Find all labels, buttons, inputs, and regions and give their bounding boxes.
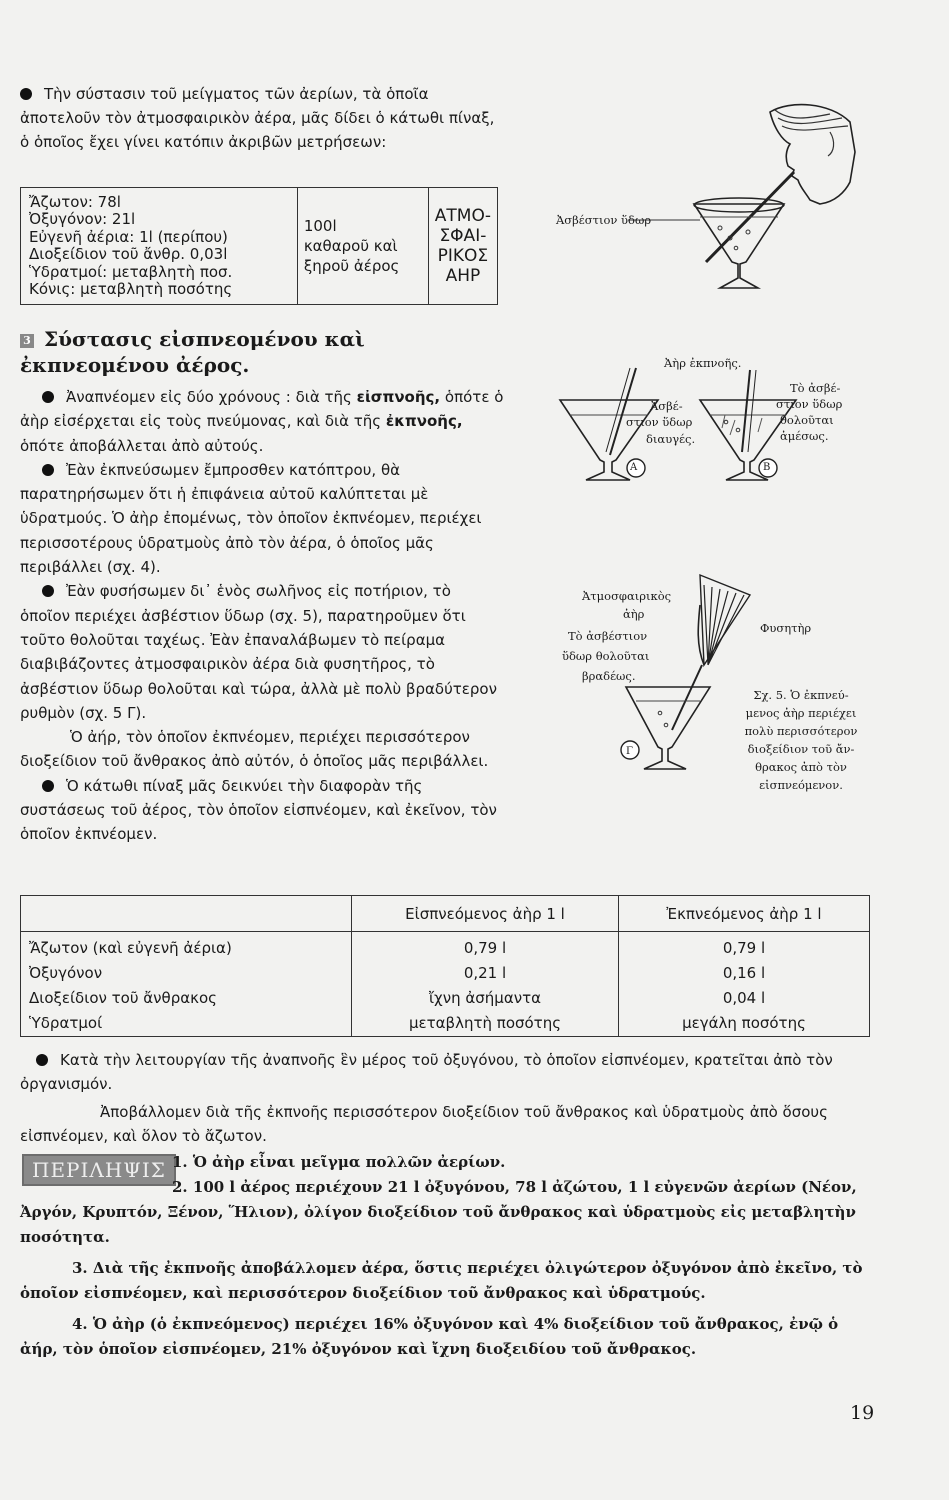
fig2-right-label-2: στιον ὕδωρ	[776, 397, 843, 411]
summary-item-3: 3. Διὰ τῆς ἐκπνοῆς ἀποβάλλομεν ἀέρα, ὅστις περιέχει ὀλιγώτερον ὀξυγόνον ἀπὸ ἐκεῖνο, τὸ ὁποῖον εἰσπνέομεν, καὶ περισσότερον διοξείδιον τοῦ ἄνθρακος καὶ ὑδρατμούς.	[20, 1259, 863, 1302]
section-number-badge: 3	[20, 334, 34, 348]
fig3-left-label-5: βραδέως.	[582, 669, 636, 683]
after-table-text	[20, 1048, 872, 1148]
fig3-left-label-2: ἀὴρ	[623, 607, 645, 621]
table-header: Εἰσπνεόμενος ἀὴρ 1 l	[352, 896, 619, 932]
fig1-label: Ἀσβέστιον ὕδωρ	[556, 213, 652, 227]
table-col-exhaled: 0,79 l 0,16 l 0,04 l μεγάλη ποσότης	[619, 932, 870, 1037]
head-icon	[770, 105, 855, 204]
bullet-icon	[42, 464, 54, 476]
summary-item-1: 1. Ὁ ἀὴρ εἶναι μεῖγμα πολλῶν ἀερίων.	[172, 1153, 506, 1171]
section-title: Σύστασις εἰσπνεομένου καὶ ἐκπνεομένου ἀέρος.	[20, 327, 365, 377]
summary-badge: ΠΕΡΙΛΗΨΙΣ	[22, 1158, 176, 1182]
fig3-left-label-3: Τὸ ἀσβέστιον	[568, 629, 648, 643]
table-header-row	[21, 896, 870, 932]
fig2-right-label-1: Τὸ ἀσβέ-	[790, 381, 841, 395]
fig3-left-label-4: ὕδωρ θολοῦται	[562, 649, 650, 663]
bullet-icon	[36, 1054, 48, 1066]
comparison-table	[20, 895, 870, 1037]
table-col-inhaled: 0,79 l 0,21 l ἴχνη ἀσήμαντα μεταβλητὴ ποσότης	[352, 932, 619, 1037]
paragraph-exhale-more: Ἀποβάλλομεν διὰ τῆς ἐκπνοῆς περισσότερον διοξείδιον τοῦ ἄνθρακος καὶ ὑδρατμοὺς ἀπὸ ὅσους εἰσπνέομεν, καὶ ὅλον τὸ ἄζωτον.	[20, 1103, 828, 1145]
figure-blowing-straw	[560, 92, 870, 302]
main-text	[20, 385, 504, 847]
fig2-top-label: Ἀὴρ ἐκπνοῆς.	[664, 356, 742, 370]
bullet-icon	[42, 585, 54, 597]
fig3-caption: Σχ. 5. Ὁ ἐκπνεύ- μενος ἀὴρ περιέχει πολὺ περισσότερον διοξείδιον τοῦ ἄν- θρακος ἀπὸ τὸν εἰσπνεόμενον.	[744, 688, 858, 792]
summary-text	[20, 1150, 872, 1362]
bullet-icon	[42, 780, 54, 792]
glass-g-icon	[626, 687, 710, 769]
section-heading	[20, 326, 510, 378]
fig3-left-label-1: Ἀτμοσφαιρικὸς	[582, 589, 672, 603]
fig3-right-label: Φυσητὴρ	[760, 621, 812, 635]
paragraph-breathing: Ἀναπνέομεν εἰς δύο χρόνους : διὰ τῆς εἰσπνοῆς, ὁπότε ὁ ἀὴρ εἰσέρχεται εἰς τοὺς πνεύμονας, καὶ διὰ τῆς ἐκπνοῆς, ὁπότε ἀποβάλλεται ἀπὸ αὐτούς.	[20, 388, 504, 455]
paragraph-mirror: Ἐὰν ἐκπνεύσωμεν ἔμπροσθεν κατόπτρου, θὰ παρατηρήσωμεν ὅτι ἡ ἐπιφάνεια αὐτοῦ καλύπτεται μὲ ὑδρατμούς. Ὁ ἀὴρ ἐπομένως, τὸν ὁποῖον ἐκπνέομεν, περιέχει περισσοτέρους ὑδρατμοὺς ἀπὸ τὸν ἀέρα, ὁ ὁποῖος μᾶς περιβάλλει (σχ. 4).	[20, 460, 482, 577]
composition-label: ΑΤΜΟ- ΣΦΑΙ- ΡΙΚΟΣ ΑΗΡ	[428, 188, 497, 305]
bullet-icon	[42, 391, 54, 403]
fig2-left-label-1: Ἀσβέ-	[650, 399, 683, 413]
paragraph-oxygen-retained: Κατὰ τὴν λειτουργίαν τῆς ἀναπνοῆς ἓν μέρος τοῦ ὀξυγόνου, τὸ ὁποῖον εἰσπνέομεν, κρατεῖται ἀπὸ τὸν ὀργανισμόν.	[20, 1051, 833, 1093]
table-body	[21, 932, 870, 1037]
paragraph-co2: Ὁ ἀήρ, τὸν ὁποῖον ἐκπνέομεν, περιέχει περισσότερον διοξείδιον τοῦ ἄνθρακος ἀπὸ αὐτόν, ὁ ὁποῖος μᾶς περιβάλλει.	[20, 728, 489, 771]
composition-table	[20, 187, 498, 305]
fig2-right-label-3: θολοῦται	[780, 413, 834, 427]
composition-total: 100l καθαροῦ καὶ ξηροῦ ἀέρος	[297, 188, 428, 305]
table-header	[21, 896, 352, 932]
intro-paragraph: Τὴν σύστασιν τοῦ μείγματος τῶν ἀερίων, τὰ ὁποῖα ἀποτελοῦν τὸν ἀτμοσφαιρικὸν ἀέρα, μᾶς δίδει ὁ κάτωθι πίναξ, ὁ ὁποῖος ἔχει γίνει κατόπιν ἀκριβῶν μετρήσεων:	[20, 85, 495, 151]
composition-list: Ἄζωτον: 78l Ὀξυγόνον: 21l Εὐγενῆ ἀέρια: 1l (περίπου) Διοξείδιον τοῦ ἄνθρ. 0,03l Ὑδρατμοί: μεταβλητὴ ποσ. Κόνις: μεταβλητὴ ποσότης	[21, 188, 298, 305]
bullet-icon	[20, 88, 32, 100]
table-col-substance: Ἄζωτον (καὶ εὐγενῆ ἀέρια) Ὀξυγόνον Διοξείδιον τοῦ ἄνθρακος Ὑδρατμοί	[21, 932, 352, 1037]
summary-item-2: 2. 100 l ἀέρος περιέχουν 21 l ὀξυγόνου, 78 l ἀζώτου, 1 l εὐγενῶν ἀερίων (Νέον, Ἀργόν, Κρυπτόν, Ξένον, Ἥλιον), ὀλίγον διοξείδιον τοῦ ἄνθρακος καὶ ὑδρατμοὺς εἰς μεταβλητὴν ποσότητα.	[20, 1178, 857, 1246]
fig2-left-label-2: στιον ὕδωρ	[626, 415, 693, 429]
fig2-left-label-3: διαυγές.	[646, 432, 696, 446]
paragraph-limewater: Ἐὰν φυσήσωμεν δι᾽ ἑνὸς σωλῆνος εἰς ποτήριον, τὸ ὁποῖον περιέχει ἀσβέστιον ὕδωρ (σχ. 5), παρατηροῦμεν ὅτι τοῦτο θολοῦται ταχέως. Ἐὰν ἐπαναλάβωμεν τὸ πείραμα διαβιβάζοντες ἀτμοσφαιρικὸν ἀέρα διὰ φυσητῆρος, τὸ ἀσβέστιον ὕδωρ θολοῦται καὶ τώρα, ἀλλὰ μὲ πολὺ βραδύτερον ρυθμὸν (σχ. 5 Γ).	[20, 582, 497, 722]
page-number: 19	[850, 1402, 875, 1424]
fig3-g-marker: Γ	[626, 746, 633, 757]
fig2-b-marker: Β	[763, 462, 771, 473]
fig2-a-marker: Α	[630, 462, 638, 473]
paragraph-table-intro: Ὁ κάτωθι πίναξ μᾶς δεικνύει τὴν διαφορὰν τῆς συστάσεως τοῦ ἀέρος, τὸν ὁποῖον εἰσπνέομεν, καὶ ἐκεῖνον, τὸν ὁποῖον ἐκπνέομεν.	[20, 776, 497, 844]
fig2-right-label-4: ἀμέσως.	[780, 429, 829, 443]
summary-item-4: 4. Ὁ ἀὴρ (ὁ ἐκπνεόμενος) περιέχει 16% ὀξυγόνον καὶ 4% διοξείδιον τοῦ ἄνθρακος, ἐνῷ ὁ ἀήρ, τὸν ὁποῖον εἰσπνέομεν, 21% ὀξυγόνον καὶ ἴχνη διοξειδίου τοῦ ἄνθρακος.	[20, 1315, 839, 1358]
table-header: Ἐκπνεόμενος ἀὴρ 1 l	[619, 896, 870, 932]
